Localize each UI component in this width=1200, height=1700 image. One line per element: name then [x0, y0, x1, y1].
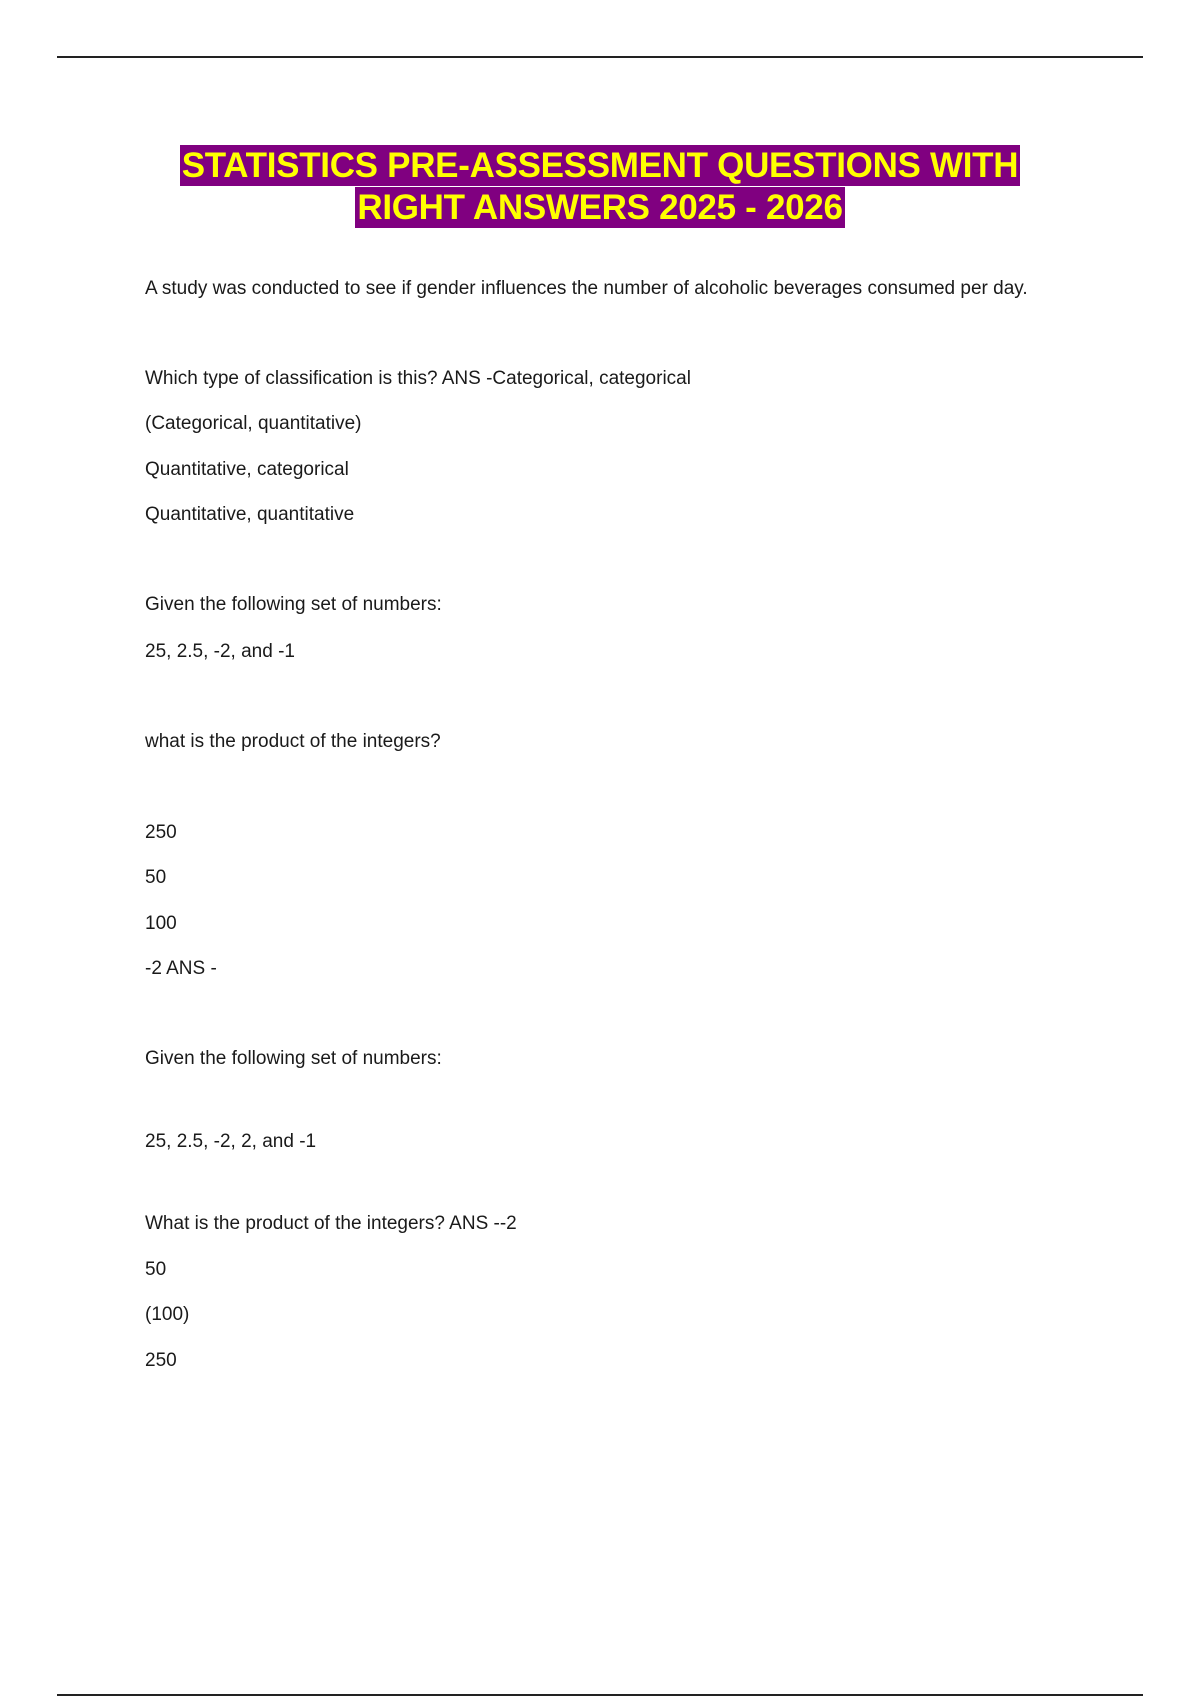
question-2-option: 50 — [145, 867, 167, 888]
question-1-stem: Which type of classification is this? ANS -Categorical, categorical — [145, 368, 691, 389]
top-rule — [57, 56, 1143, 58]
question-3-numbers: 25, 2.5, -2, 2, and -1 — [145, 1131, 317, 1152]
question-2-intro: Given the following set of numbers: — [145, 594, 442, 615]
question-2-option: -2 ANS - — [145, 958, 217, 979]
question-3-option: 50 — [145, 1259, 167, 1280]
question-3-option: (100) — [145, 1304, 190, 1325]
bottom-rule — [57, 1694, 1143, 1696]
question-3-option: 250 — [145, 1350, 177, 1371]
question-1-option: Quantitative, categorical — [145, 459, 349, 480]
question-2-option: 100 — [145, 913, 177, 934]
question-3-intro: Given the following set of numbers: — [145, 1048, 442, 1069]
question-2-option: 250 — [145, 822, 177, 843]
question-1-option: (Categorical, quantitative) — [145, 413, 362, 434]
study-description: A study was conducted to see if gender influences the number of alcoholic beverages consumed per day. — [145, 278, 1028, 299]
question-2-numbers: 25, 2.5, -2, and -1 — [145, 641, 295, 662]
question-1-option: Quantitative, quantitative — [145, 504, 355, 525]
title-line-2: RIGHT ANSWERS 2025 - 2026 — [357, 188, 843, 227]
title-line-1: STATISTICS PRE-ASSESSMENT QUESTIONS WITH — [181, 146, 1019, 185]
document-title — [0, 145, 1200, 228]
question-2-stem: what is the product of the integers? — [145, 731, 441, 752]
question-3-stem: What is the product of the integers? ANS --2 — [145, 1213, 517, 1234]
